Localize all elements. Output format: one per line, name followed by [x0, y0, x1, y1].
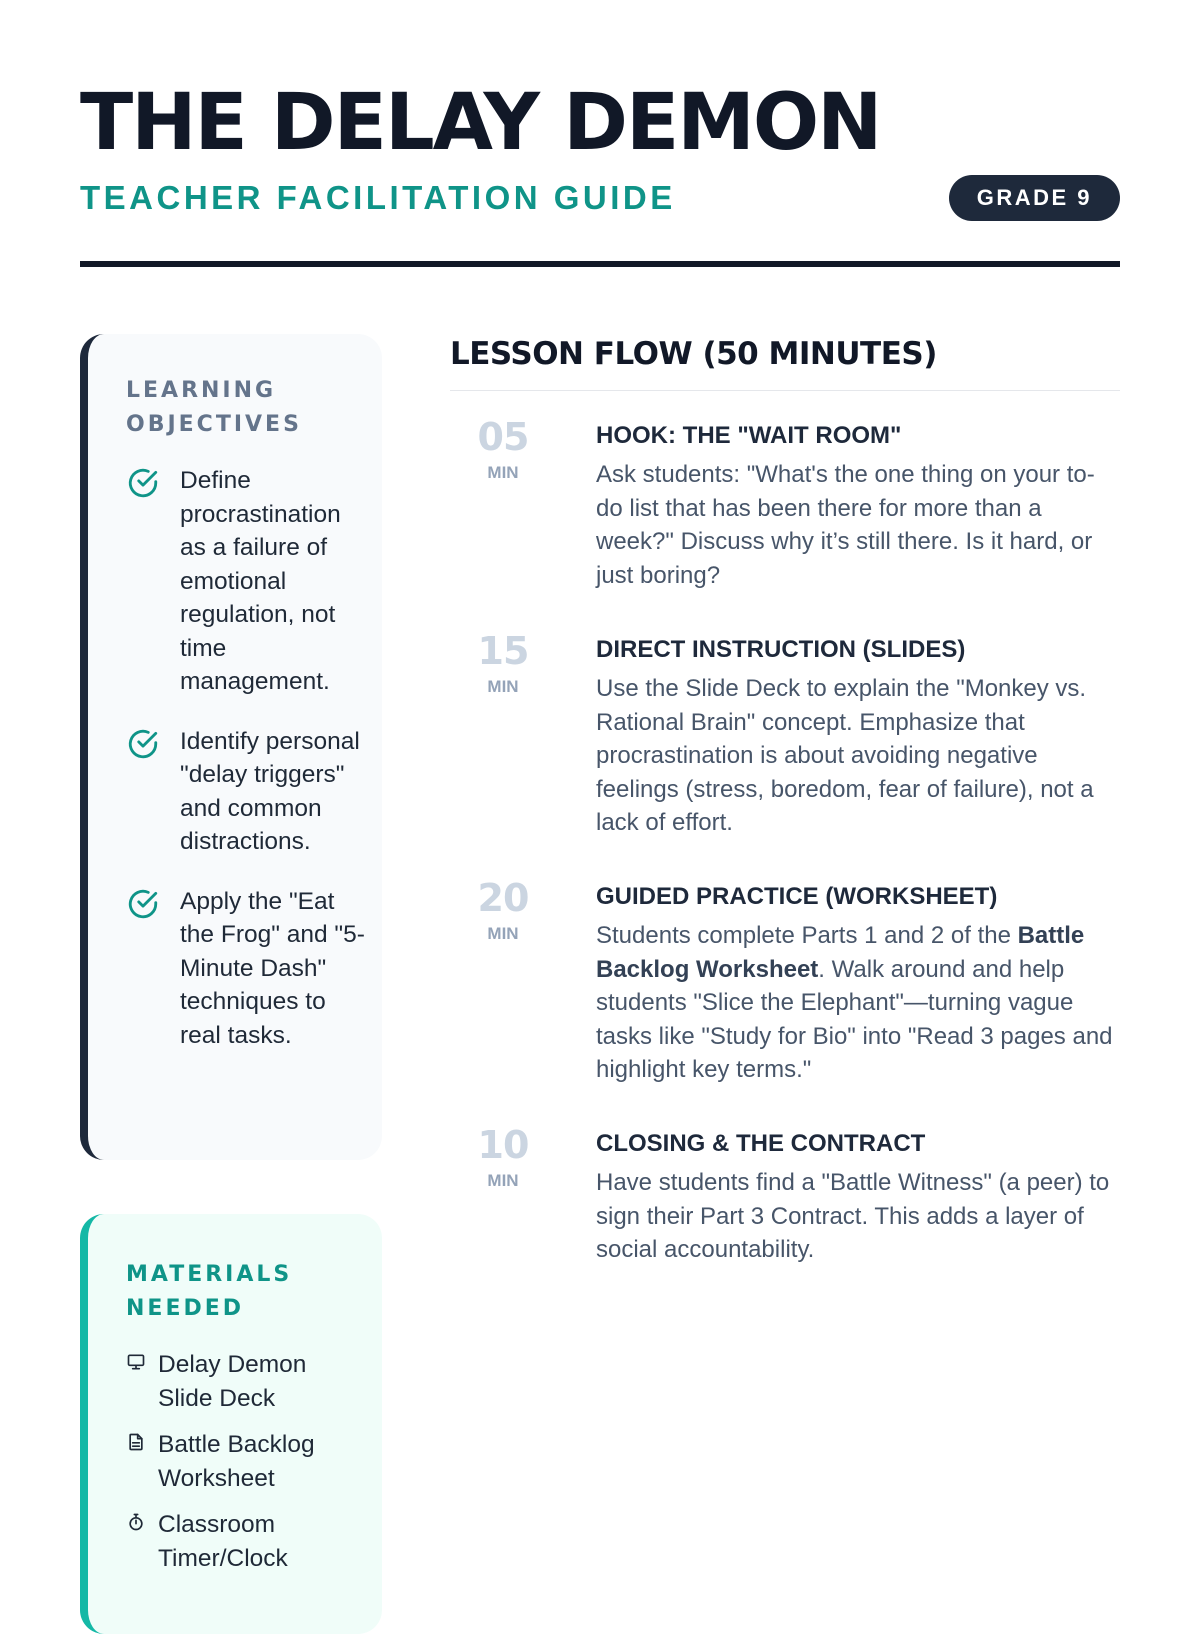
step-body: [596, 875, 1120, 1087]
check-circle-icon: [126, 466, 160, 500]
step-unit: MIN: [487, 1171, 519, 1190]
page-title: THE DELAY DEMON: [80, 78, 881, 168]
worksheet-name: Battle Backlog Worksheet: [596, 922, 1085, 983]
page-subtitle: TEACHER FACILITATION GUIDE: [80, 179, 676, 216]
presentation-icon: [126, 1352, 146, 1372]
step-body: [596, 1122, 1120, 1267]
stopwatch-icon: [126, 1512, 146, 1532]
step-title: DIRECT INSTRUCTION (SLIDES): [596, 636, 966, 663]
learning-objectives-heading: LEARNING OBJECTIVES: [126, 378, 302, 437]
step-unit: MIN: [487, 463, 519, 482]
step-duration: [450, 875, 556, 945]
objective-text: Define procrastination as a failure of emotional regulation, not time management.: [180, 467, 341, 695]
lesson-flow-section: [450, 330, 1120, 1263]
objective-item: [126, 464, 366, 699]
check-circle-icon: [126, 727, 160, 761]
grade-badge: GRADE 9: [949, 175, 1120, 221]
step-minutes: 10: [477, 1123, 529, 1167]
material-label: Classroom Timer/Clock: [158, 1511, 288, 1572]
guide-page: [80, 0, 1120, 1600]
lesson-flow-divider: [450, 390, 1120, 391]
step-title: CLOSING & THE CONTRACT: [596, 1130, 926, 1157]
document-icon: [126, 1432, 146, 1452]
step-unit: MIN: [487, 677, 519, 696]
objective-text: Identify personal "delay triggers" and common distractions.: [180, 727, 360, 855]
step-description-text: Students complete Parts 1 and 2 of the: [596, 922, 1018, 949]
step-unit: MIN: [487, 924, 519, 943]
step-description: Ask students: "What's the one thing on your to-do list that has been there for more than a week?" Discuss why it’s still there. Is it hard, or just boring?: [596, 461, 1095, 589]
step-minutes: 05: [477, 415, 529, 459]
material-item: [126, 1348, 366, 1415]
step-body: [596, 414, 1120, 592]
step-title: HOOK: THE "WAIT ROOM": [596, 422, 902, 449]
objective-item: [126, 885, 366, 1053]
material-item: [126, 1428, 366, 1495]
step-description-text: . Walk around and help students "Slice the Elephant"—turning vague tasks like "Study for Bio" into "Read 3 pages and highlight key terms.": [596, 955, 1113, 1083]
step-description: [596, 919, 1120, 1087]
lesson-flow-heading: LESSON FLOW (50 MINUTES): [450, 336, 937, 372]
step-body: [596, 628, 1120, 840]
objectives-list: [126, 464, 366, 1078]
objective-item: [126, 725, 366, 859]
check-circle-icon: [126, 887, 160, 921]
materials-needed-card: [80, 1214, 382, 1634]
materials-list: [126, 1348, 366, 1588]
objective-text: Apply the "Eat the Frog" and "5-Minute Dash" techniques to real tasks.: [180, 887, 365, 1049]
step-description: Have students find a "Battle Witness" (a peer) to sign their Part 3 Contract. This adds a layer of social accountability.: [596, 1169, 1110, 1263]
header-divider: [80, 261, 1120, 267]
material-label: Delay Demon Slide Deck: [158, 1351, 307, 1412]
step-minutes: 15: [477, 629, 529, 673]
step-minutes: 20: [477, 876, 529, 920]
step-duration: [450, 1122, 556, 1192]
step-title: GUIDED PRACTICE (WORKSHEET): [596, 883, 998, 910]
material-label: Battle Backlog Worksheet: [158, 1431, 315, 1492]
step-duration: [450, 628, 556, 698]
material-item: [126, 1508, 366, 1575]
learning-objectives-card: [80, 334, 382, 1160]
step-description: Use the Slide Deck to explain the "Monkey vs. Rational Brain" concept. Emphasize that procrastination is about avoiding negative feelings (stress, boredom, fear of failure), not a lack of effort.: [596, 675, 1094, 836]
step-duration: [450, 414, 556, 484]
materials-needed-heading: MATERIALS NEEDED: [126, 1262, 293, 1321]
